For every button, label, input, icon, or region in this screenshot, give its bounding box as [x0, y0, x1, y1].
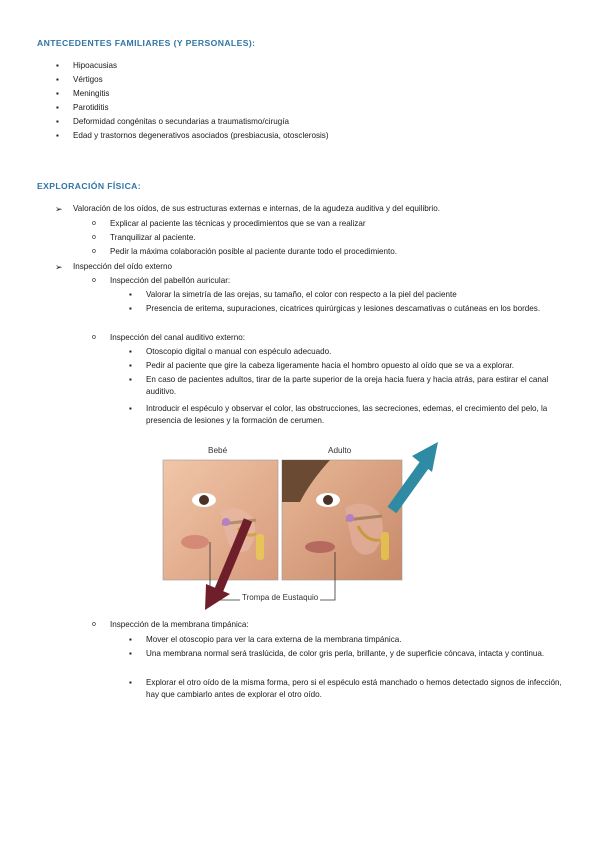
- list-item: Introducir el espéculo y observar el color, las obstrucciones, las secreciones, edemas, el crecimiento del pelo, la presencia de lesiones y la formación de cerumen.: [146, 404, 548, 425]
- square-bullet-icon: ▪: [129, 649, 132, 658]
- valoracion-label: Valoración de los oídos, de sus estructuras externas e internas, de la agudeza auditiva y del equilibrio.: [73, 204, 440, 213]
- square-bullet-icon: ▪: [129, 304, 132, 313]
- circle-bullet-icon: o: [92, 334, 96, 341]
- list-item: Mover el otoscopio para ver la cara externa de la membrana timpánica.: [146, 635, 402, 644]
- circle-bullet-icon: o: [92, 248, 96, 255]
- list-item: Explicar al paciente las técnicas y procedimientos que se van a realizar: [110, 219, 366, 228]
- circle-bullet-icon: o: [92, 621, 96, 628]
- section-title-exploracion: EXPLORACIÓN FÍSICA:: [37, 181, 142, 191]
- list-item: Una membrana normal será traslúcida, de color gris perla, brillante, y de superficie cóncava, intacta y continua.: [146, 649, 545, 658]
- list-item: Hipoacusias: [73, 61, 118, 70]
- list-item: Meningitis: [73, 89, 110, 98]
- list-item: Otoscopio digital o manual con espéculo adecuado.: [146, 347, 332, 356]
- baby-photo: [163, 460, 278, 580]
- square-bullet-icon: ▪: [56, 89, 59, 98]
- list-item: Valorar la simetría de las orejas, su tamaño, el color con respecto a la piel del paciente: [146, 290, 457, 299]
- square-bullet-icon: ▪: [56, 75, 59, 84]
- arrow-bullet-icon: ➢: [55, 262, 63, 272]
- figure-caption: Trompa de Eustaquio: [242, 593, 319, 602]
- square-bullet-icon: ▪: [56, 103, 59, 112]
- list-item: Presencia de eritema, supuraciones, cicatrices quirúrgicas y lesiones descamativas o cutáneas en los bordes.: [146, 304, 541, 313]
- list-item: Parotiditis: [73, 103, 109, 112]
- square-bullet-icon: ▪: [129, 404, 132, 413]
- list-item: Deformidad congénitas o secundarias a traumatismo/cirugía: [73, 117, 289, 126]
- square-bullet-icon: ▪: [56, 117, 59, 126]
- figure-label-adulto: Adulto: [328, 446, 352, 455]
- list-item: Tranquilizar al paciente.: [110, 233, 196, 242]
- circle-bullet-icon: o: [92, 220, 96, 227]
- inspeccion-label: Inspección del oído externo: [73, 262, 172, 271]
- square-bullet-icon: ▪: [129, 678, 132, 687]
- figure-label-bebe: Bebé: [208, 446, 228, 455]
- list-item: Edad y trastornos degenerativos asociados (presbiacusia, otosclerosis): [73, 131, 329, 140]
- list-item: Pedir la máxima colaboración posible al paciente durante todo el procedimiento.: [110, 247, 398, 256]
- square-bullet-icon: ▪: [56, 131, 59, 140]
- square-bullet-icon: ▪: [129, 361, 132, 370]
- square-bullet-icon: ▪: [56, 61, 59, 70]
- list-item: Vértigos: [73, 75, 103, 84]
- ear-anatomy-figure: [160, 442, 440, 612]
- list-item: Explorar el otro oído de la misma forma, pero si el espéculo está manchado o hemos detectado signos de infección, hay que cambiarlo antes de explorar el otro oído.: [146, 678, 562, 699]
- list-item: En caso de pacientes adultos, tirar de la parte superior de la oreja hacia fuera y hacia atrás, para estirar el canal auditivo.: [146, 375, 549, 396]
- ear-illustration: [160, 442, 440, 612]
- square-bullet-icon: ▪: [129, 375, 132, 384]
- square-bullet-icon: ▪: [129, 347, 132, 356]
- membrana-label: Inspección de la membrana timpánica:: [110, 620, 249, 629]
- list-item: Pedir al paciente que gire la cabeza ligeramente hacia el hombro opuesto al oído que se va a explorar.: [146, 361, 515, 370]
- section-title-antecedentes: ANTECEDENTES FAMILIARES (Y PERSONALES):: [37, 38, 256, 48]
- pabellon-label: Inspección del pabellón auricular:: [110, 276, 231, 285]
- square-bullet-icon: ▪: [129, 290, 132, 299]
- arrow-bullet-icon: ➢: [55, 204, 63, 214]
- circle-bullet-icon: o: [92, 277, 96, 284]
- circle-bullet-icon: o: [92, 234, 96, 241]
- canal-label: Inspección del canal auditivo externo:: [110, 333, 245, 342]
- square-bullet-icon: ▪: [129, 635, 132, 644]
